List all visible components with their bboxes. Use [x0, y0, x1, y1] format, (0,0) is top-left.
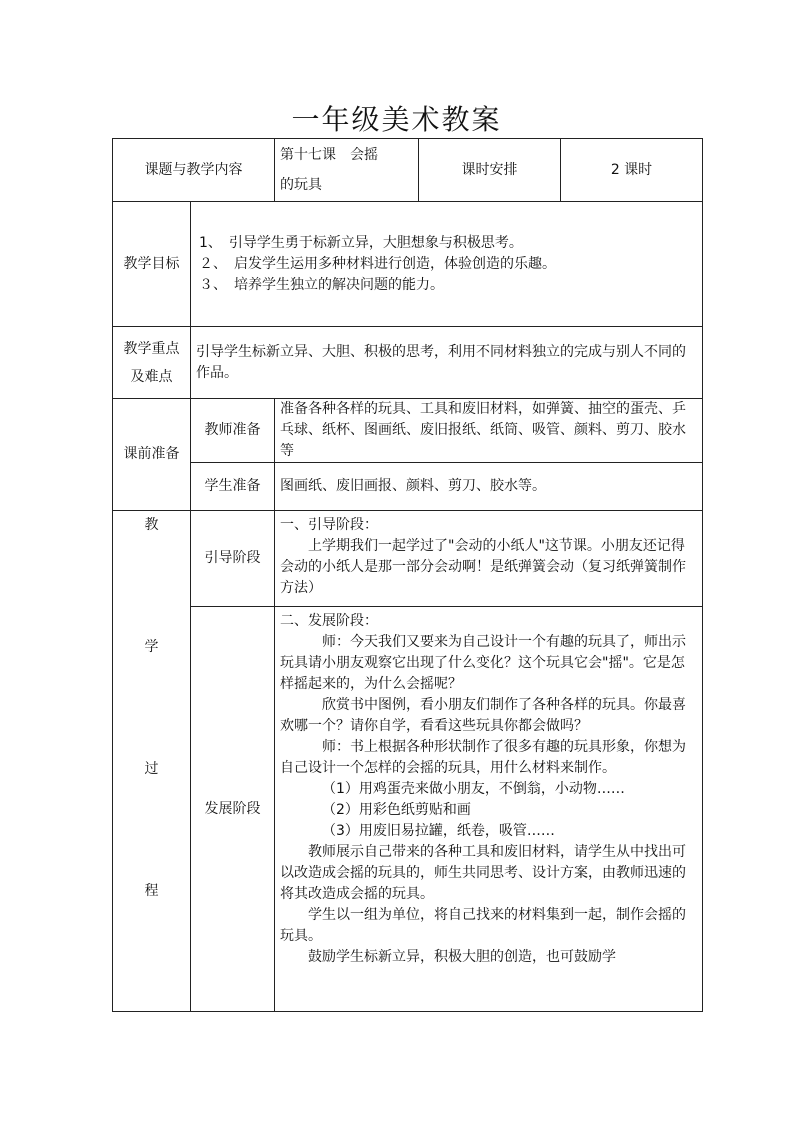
intro-text: 上学期我们一起学过了"会动的小纸人"这节课。小朋友还记得会动的小纸人是那一部分会动啊！是纸弹簧会动（复习纸弹簧制作方法）: [280, 538, 686, 596]
process-char: 教: [144, 517, 159, 533]
intro-heading: 一、引导阶段：: [280, 517, 378, 533]
lesson-title-line1: 第十七课 会摇: [280, 147, 378, 163]
development-heading: 二、发展阶段：: [280, 613, 378, 629]
process-char: 过: [144, 761, 159, 777]
teacher-prep-row: [113, 399, 703, 463]
development-paragraph: 学生以一组为单位，将自己找来的材料集到一起，制作会摇的玩具。: [280, 907, 686, 944]
objective-item: 1、 引导学生勇于标新立异，大胆想象与积极思考。: [199, 235, 523, 251]
development-paragraph: 师：今天我们又要来为自己设计一个有趣的玩具了，师出示玩具请小朋友观察它出现了什么变化？这个玩具它会"摇"。它是怎样摇起来的，为什么会摇呢？: [280, 634, 686, 692]
development-list-item: （1）用鸡蛋壳来做小朋友，不倒翁，小动物……: [322, 781, 625, 797]
key-points-label-line2: 及难点: [130, 368, 173, 385]
process-label: [113, 511, 191, 1012]
objectives-cell: [191, 202, 703, 327]
development-paragraph: 师：书上根据各种形状制作了很多有趣的玩具形象，你想为自己设计一个怎样的会摇的玩具，用什么材料来制作。: [280, 739, 686, 776]
objectives-row: [113, 202, 703, 327]
development-stage-label: 发展阶段: [191, 607, 275, 1012]
development-paragraph: 教师展示自己带来的各种工具和废旧材料，请学生从中找出可以改造成会摇的玩具的，师生共同思考、设计方案，由教师迅速的将其改造成会摇的玩具。: [280, 844, 686, 902]
lesson-title-line2: 的玩具: [280, 177, 322, 193]
lesson-plan-table: [112, 138, 703, 1012]
objective-item: ３、 培养学生独立的解决问题的能力。: [199, 277, 444, 293]
development-stage-row: [113, 607, 703, 1012]
header-row: [113, 139, 703, 202]
student-prep-text: 图画纸、废旧画报、颜料、剪刀、胶水等。: [275, 463, 703, 511]
schedule-label: 课时安排: [419, 139, 561, 202]
intro-stage-row: [113, 511, 703, 607]
key-points-text: 引导学生标新立异、大胆、积极的思考，利用不同材料独立的完成与别人不同的作品。: [191, 327, 703, 399]
intro-stage-label: 引导阶段: [191, 511, 275, 607]
process-char: 学: [144, 639, 159, 655]
intro-stage-cell: [275, 511, 703, 607]
schedule-value: 2 课时: [561, 139, 703, 202]
development-paragraph: 鼓励学生标新立异，积极大胆的创造，也可鼓励学: [308, 949, 616, 965]
preparation-label: 课前准备: [113, 399, 191, 511]
development-list-item: （2）用彩色纸剪贴和画: [322, 802, 471, 818]
development-paragraph: 欣赏书中图例，看小朋友们制作了各种各样的玩具。你最喜欢哪一个？请你自学，看看这些玩具你都会做吗？: [280, 697, 686, 734]
development-list-item: （3）用废旧易拉罐，纸卷，吸管……: [322, 823, 555, 839]
key-points-label: [113, 327, 191, 399]
lesson-title-cell: [275, 139, 419, 202]
key-points-row: [113, 327, 703, 399]
student-prep-label: 学生准备: [191, 463, 275, 511]
process-char: 程: [144, 883, 159, 899]
teacher-prep-text: 准备各种各样的玩具、工具和废旧材料，如弹簧、抽空的蛋壳、乒乓球、纸杯、图画纸、废旧报纸、纸筒、吸管、颜料、剪刀、胶水等: [275, 399, 703, 463]
development-stage-cell: [275, 607, 703, 1012]
objectives-label: 教学目标: [113, 202, 191, 327]
key-points-label-line1: 教学重点: [123, 340, 180, 357]
objective-item: ２、 启发学生运用多种材料进行创造，体验创造的乐趣。: [199, 256, 556, 272]
document-title: 一年级美术教案: [291, 103, 502, 136]
student-prep-row: [113, 463, 703, 511]
teacher-prep-label: 教师准备: [191, 399, 275, 463]
topic-label: 课题与教学内容: [113, 139, 275, 202]
